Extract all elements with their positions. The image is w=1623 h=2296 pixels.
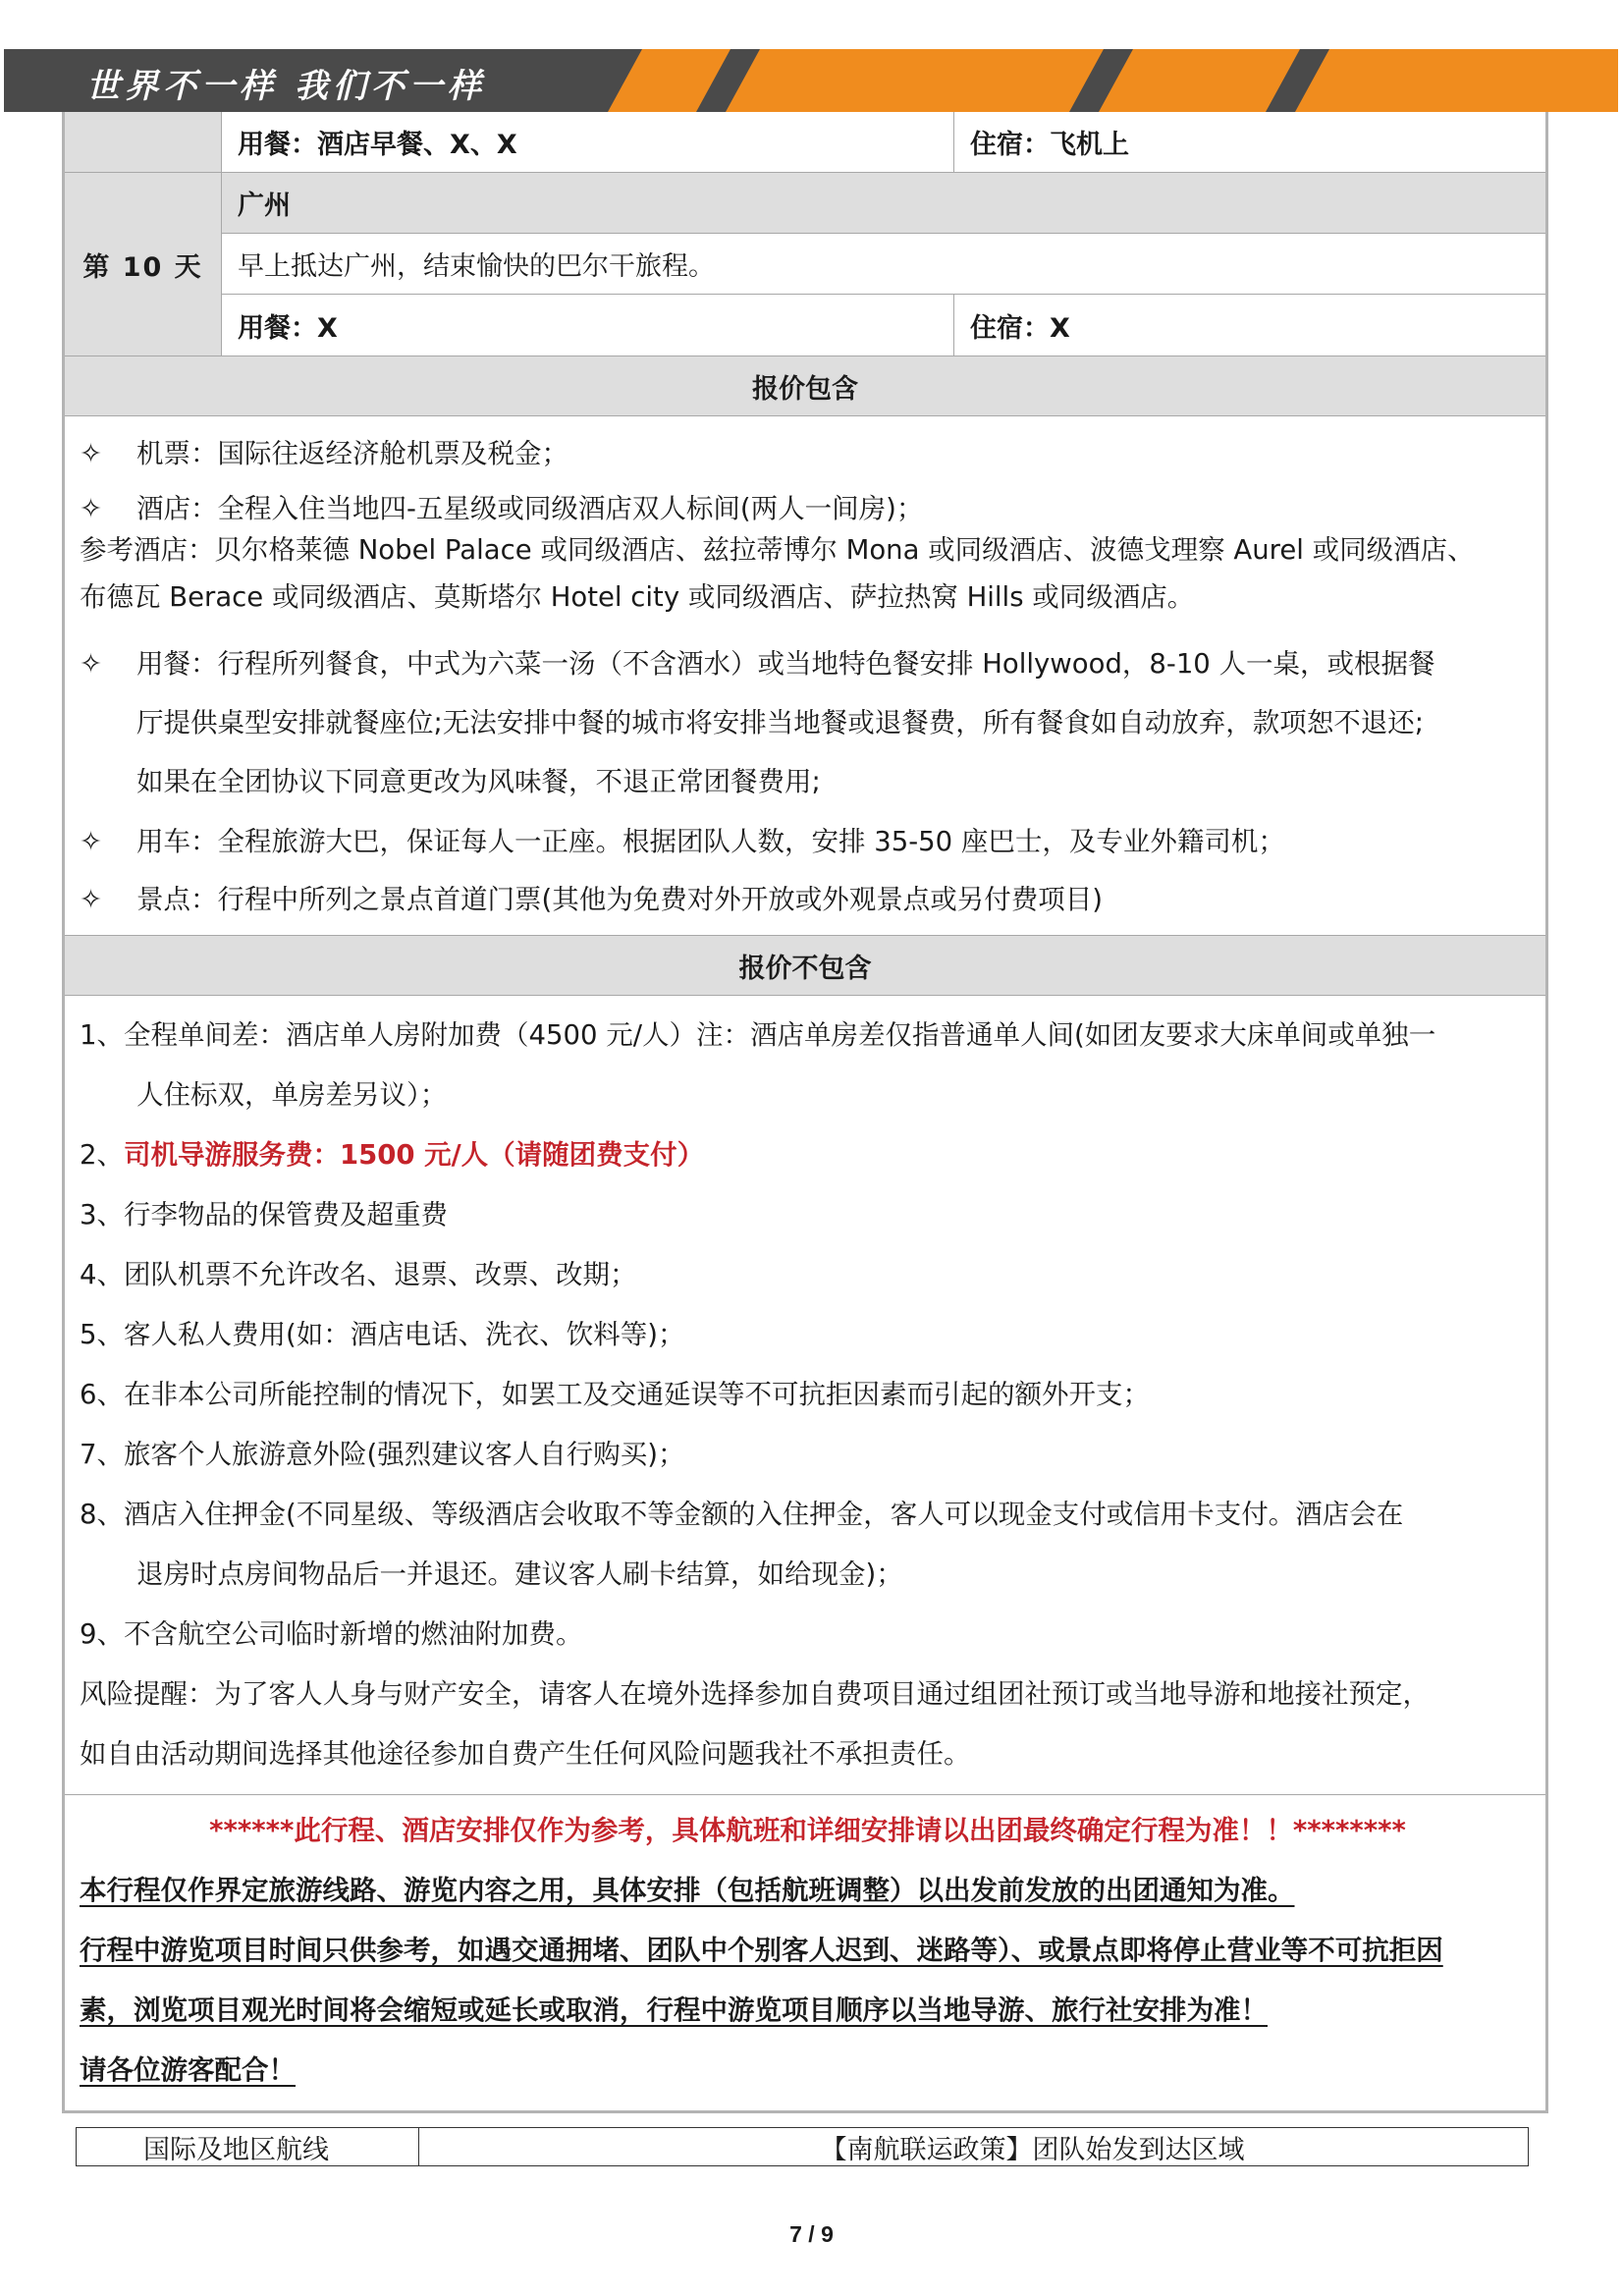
notice-line-3: 素，浏览项目观光时间将会缩短或延长或取消，行程中游览项目顺序以当地导游、旅行社安排为准！ bbox=[80, 1995, 1268, 2026]
day10-meals: 用餐：X bbox=[222, 295, 954, 355]
bullet-icon: ✧ bbox=[80, 648, 103, 680]
risk-warning-line-1: 风险提醒：为了客人人身与财产安全，请客人在境外选择参加自费项目通过组团社预订或当地导游和地接社预定， bbox=[80, 1678, 1430, 1710]
day9-lodging: 住宿：飞机上 bbox=[970, 130, 1129, 160]
excluded-item-4: 4、团队机票不允许改名、退票、改票、改期； bbox=[80, 1259, 637, 1290]
excluded-item-9: 9、不含航空公司临时新增的燃油附加费。 bbox=[80, 1618, 583, 1650]
banner-slogan: 世界不一样 我们不一样 bbox=[86, 67, 486, 106]
airline-policy-cell: 【南航联运政策】团队始发到达区域 bbox=[820, 2134, 1245, 2165]
excluded-item-1: 1、全程单间差：酒店单人房附加费（4500 元/人）注：酒店单房差仅指普通单人间(如团友要求大床单间或单独一 bbox=[80, 1019, 1436, 1051]
day10-label: 第 10 天 bbox=[65, 173, 222, 355]
included-item-sights: ✧ 景点：行程中所列之景点首道门票(其他为免费对外开放或外观景点或另付费项目) bbox=[80, 872, 1536, 927]
included-title: 报价包含 bbox=[65, 356, 1545, 416]
included-section bbox=[65, 416, 1545, 936]
reference-notice-red: ******此行程、酒店安排仅作为参考，具体航班和详细安排请以出团最终确定行程为准！！******** bbox=[209, 1815, 1406, 1846]
risk-warning-line-2: 如自由活动期间选择其他途径参加自费产生任何风险问题我社不承担责任。 bbox=[80, 1738, 971, 1770]
excluded-title: 报价不包含 bbox=[65, 936, 1545, 996]
notice-line-1: 本行程仅作界定旅游线路、游览内容之用，具体安排（包括航班调整）以出发前发放的出团通知为准。 bbox=[80, 1875, 1295, 1906]
header-banner bbox=[4, 49, 1618, 112]
guide-fee-highlight: 司机导游服务费：1500 元/人（请随团费支付） bbox=[124, 1139, 705, 1171]
excluded-item-5: 5、客人私人费用(如：酒店电话、洗衣、饮料等)； bbox=[80, 1319, 685, 1350]
notice-line-2: 行程中游览项目时间只供参考，如遇交通拥堵、团队中个别客人迟到、迷路等）、或景点即将停止营业等不可抗拒因 bbox=[80, 1935, 1443, 1966]
bullet-icon: ✧ bbox=[80, 826, 103, 857]
included-item-airfare: ✧ 机票：国际往返经济舱机票及税金； bbox=[80, 426, 1536, 481]
bullet-icon: ✧ bbox=[80, 438, 103, 469]
excluded-section bbox=[65, 996, 1545, 1795]
day10-lodging: 住宿：X bbox=[970, 312, 1070, 344]
excluded-item-6: 6、在非本公司所能控制的情况下，如罢工及交通延误等不可抗拒因素而引起的额外开支； bbox=[80, 1379, 1150, 1410]
notice-section bbox=[65, 1795, 1545, 2110]
airline-routes-cell: 国际及地区航线 bbox=[77, 2128, 419, 2165]
day10-city: 广州 bbox=[222, 173, 1545, 234]
reference-hotels-line-1: 参考酒店：贝尔格莱德 Nobel Palace 或同级酒店、兹拉蒂博尔 Mona 或同级酒店、波德戈理察 Aurel 或同级酒店、 bbox=[80, 534, 1475, 566]
bullet-icon: ✧ bbox=[80, 493, 103, 524]
included-item-hotel: ✧ 酒店：全程入住当地四-五星级或同级酒店双人标间(两人一间房)； bbox=[80, 481, 1536, 536]
reference-hotels-line-2: 布德瓦 Berace 或同级酒店、莫斯塔尔 Hotel city 或同级酒店、萨拉热窝 Hills 或同级酒店。 bbox=[80, 581, 1195, 613]
excluded-item-8: 8、酒店入住押金(不同星级、等级酒店会收取不等金额的入住押金，客人可以现金支付或信用卡支付。酒店会在 bbox=[80, 1499, 1404, 1530]
itinerary-table bbox=[62, 112, 1548, 2113]
included-item-meals: ✧ 用餐：行程所列餐食，中式为六菜一汤（不含酒水）或当地特色餐安排 Hollywood，8-10 人一桌，或根据餐 厅提供桌型安排就餐座位;无法安排中餐的城市将安排当地餐或退餐费，所有餐食如自动放弃，款项恕不退还; 如果在全团协议下同意更改为风味餐，不退正常团餐费用; bbox=[80, 634, 1536, 811]
excluded-item-8-cont: 退房时点房间物品后一并退还。建议客人刷卡结算，如给现金)； bbox=[136, 1558, 903, 1590]
day9-meals: 用餐：酒店早餐、X、X bbox=[222, 112, 954, 172]
bullet-icon: ✧ bbox=[80, 884, 103, 915]
excluded-item-1-cont: 人住标双，单房差另议）； bbox=[136, 1079, 448, 1111]
day9-label-cell bbox=[65, 112, 222, 172]
included-item-transport: ✧ 用车：全程旅游大巴，保证每人一正座。根据团队人数，安排 35-50 座巴士，及专业外籍司机； bbox=[80, 811, 1536, 872]
excluded-item-3: 3、行李物品的保管费及超重费 bbox=[80, 1199, 448, 1230]
notice-line-4: 请各位游客配合！ bbox=[80, 2054, 296, 2086]
excluded-item-2: 2、司机导游服务费：1500 元/人（请随团费支付） bbox=[80, 1139, 705, 1171]
page-number: 7 / 9 bbox=[789, 2221, 834, 2247]
day10-description: 早上抵达广州，结束愉快的巴尔干旅程。 bbox=[222, 234, 1545, 295]
excluded-item-7: 7、旅客个人旅游意外险(强烈建议客人自行购买)； bbox=[80, 1439, 685, 1470]
day9-meals-row bbox=[65, 112, 1545, 173]
day10-block bbox=[65, 173, 1545, 356]
airline-policy-table bbox=[76, 2127, 1529, 2166]
